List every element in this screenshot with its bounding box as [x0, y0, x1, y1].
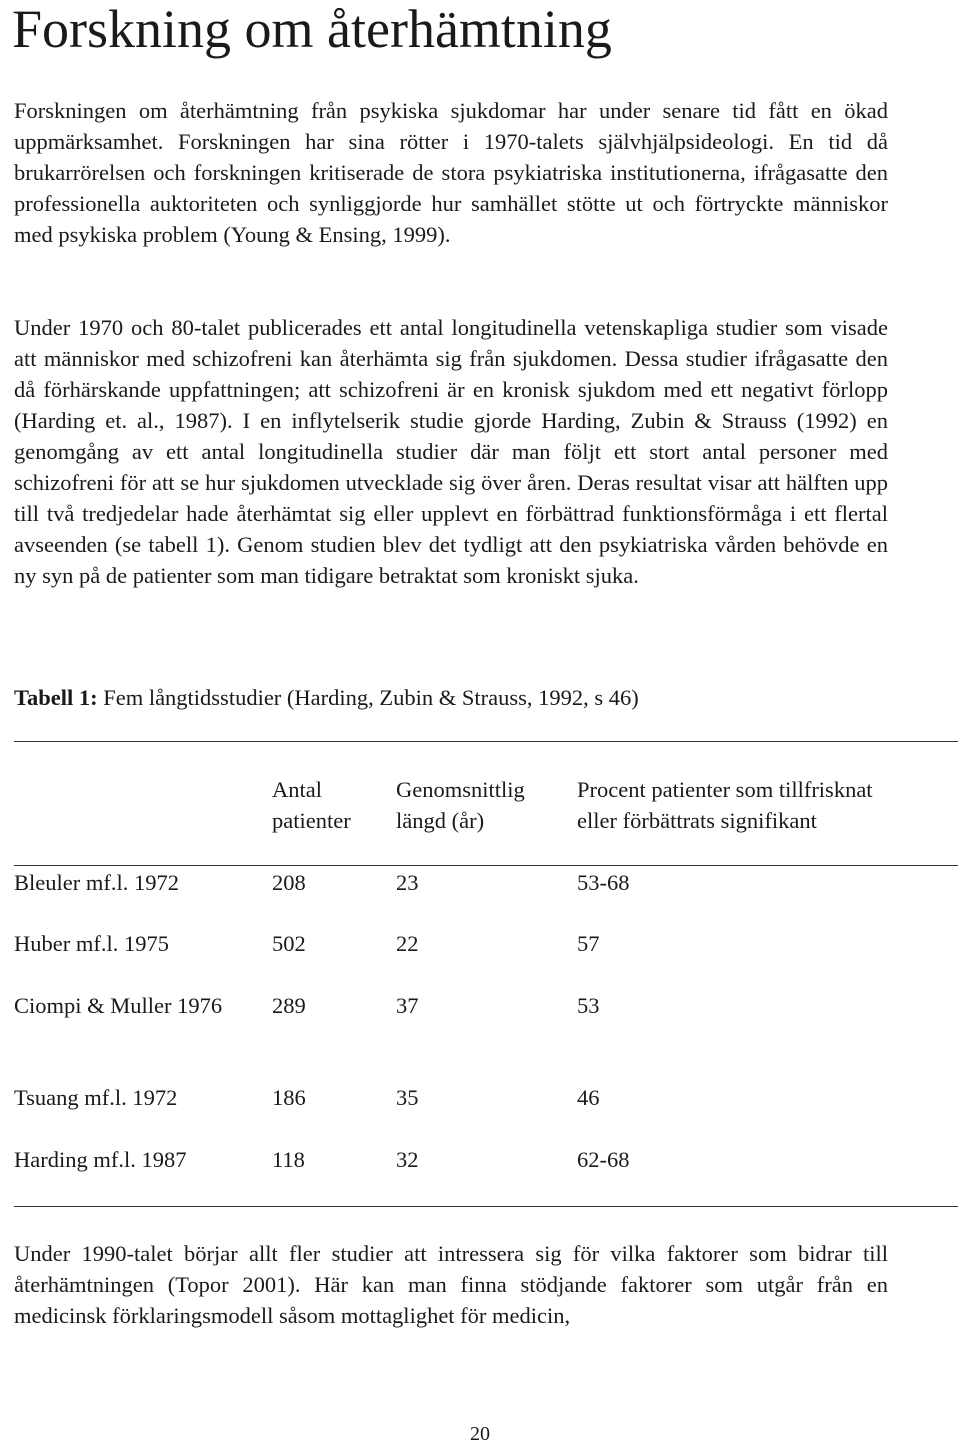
cell-length: 23	[396, 870, 419, 895]
cell-study: Huber mf.l. 1975	[14, 931, 169, 956]
table-caption-text: Fem långtidsstudier (Harding, Zubin & Strauss, 1992, s 46)	[103, 685, 639, 710]
cell-patients: 289	[272, 993, 306, 1018]
cell-study: Harding mf.l. 1987	[14, 1147, 187, 1172]
cell-percent: 57	[577, 931, 600, 956]
header-percent: Procent patienter som tillfrisknat eller förbättrats signifikant	[577, 777, 873, 833]
cell-percent: 62-68	[577, 1147, 630, 1172]
table-caption	[14, 682, 639, 713]
table-top-rule	[14, 741, 958, 742]
cell-study: Tsuang mf.l. 1972	[14, 1085, 178, 1110]
cell-study: Ciompi & Muller 1976	[14, 993, 223, 1018]
cell-length: 35	[396, 1085, 419, 1110]
cell-study: Bleuler mf.l. 1972	[14, 870, 179, 895]
cell-patients: 502	[272, 931, 306, 956]
cell-percent: 53	[577, 993, 600, 1018]
table-caption-label: Tabell 1:	[14, 685, 98, 710]
page-number: 20	[470, 1423, 490, 1445]
cell-length: 37	[396, 993, 419, 1018]
header-patients: Antal patienter	[272, 777, 351, 833]
page-title: Forskning om återhämtning	[12, 0, 612, 59]
paragraph-1990s: Under 1990-talet börjar allt fler studier att intressera sig för vilka faktorer som bidrar till återhämtningen (Topor 2001). Här kan man finna stödjande faktorer som utgår från en medicinsk förklaringsmodell såsom mottaglighet för medicin,	[14, 1241, 888, 1328]
cell-patients: 118	[272, 1147, 305, 1172]
header-length: Genomsnittlig längd (år)	[396, 777, 525, 833]
cell-length: 22	[396, 931, 419, 956]
cell-percent: 53-68	[577, 870, 630, 895]
cell-percent: 46	[577, 1085, 600, 1110]
table-bottom-rule	[14, 1206, 958, 1207]
cell-patients: 186	[272, 1085, 306, 1110]
paragraph-studies: Under 1970 och 80-talet publicerades ett antal longitudinella vetenskapliga studier som visade att människor med schizofreni kan återhämta sig från sjukdomen. Dessa studier ifrågasatte den då förhärskande uppfattningen; att schizofreni är en kronisk sjukdom med ett negativt förlopp (Harding et. al., 1987). I en inflytelserik studie gjorde Harding, Zubin & Strauss (1992) en genomgång av ett antal longitudinella studier där man följt ett stort antal personer med schizofreni för att se hur sjukdomen utvecklade sig över åren. Deras resultat visar att hälften upp till två tredjedelar hade återhämtat sig eller upplevt en förbättrad funktionsförmåga i ett flertal avseenden (se tabell 1). Genom studien blev det tydligt att den psykiatriska vården behövde en ny syn på de patienter som man tidigare betraktat som kroniskt sjuka.	[14, 315, 888, 588]
cell-patients: 208	[272, 870, 306, 895]
paragraph-intro: Forskningen om återhämtning från psykiska sjukdomar har under senare tid fått en ökad uppmärksamhet. Forskningen har sina rötter i 1970-talets självhjälpsideologi. En tid då brukarrörelsen och forskningen kritiserade de stora psykiatriska institutionerna, ifrågasatte den professionella auktoriteten och synliggjorde hur samhället stötte ut och förtryckte människor med psykiska problem (Young & Ensing, 1999).	[14, 98, 888, 247]
table-header-rule	[14, 865, 958, 866]
cell-length: 32	[396, 1147, 419, 1172]
